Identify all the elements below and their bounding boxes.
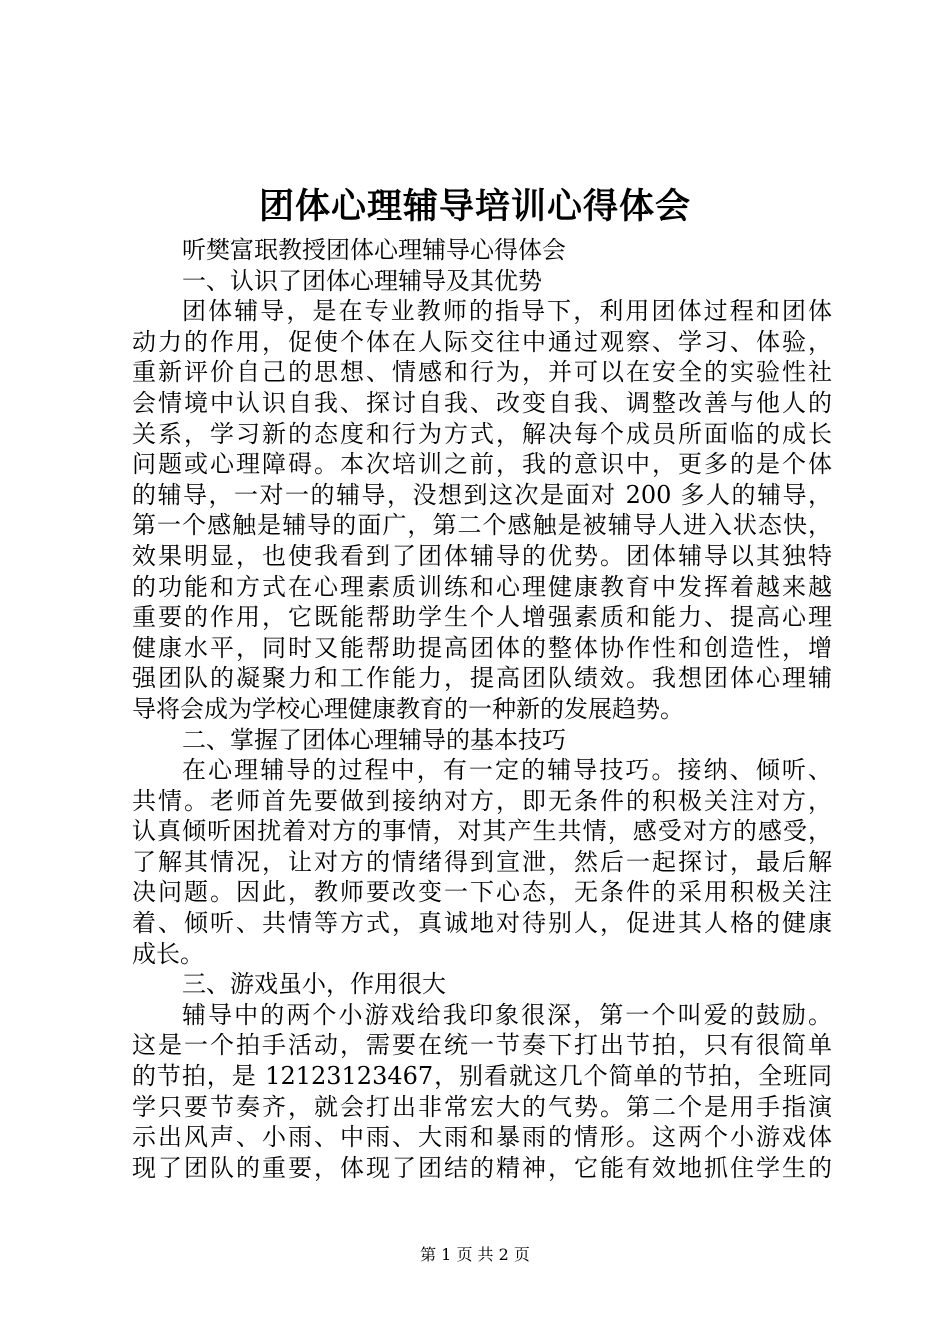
text-line: 问题或心理障碍。本次培训之前，我的意识中，更多的是个体 [132, 450, 832, 479]
text-line: 成长。 [132, 939, 204, 968]
text-line: 现了团队的重要，体现了团结的精神，它能有效地抓住学生的 [132, 1153, 832, 1182]
text-line: 关系，学习新的态度和行为方式，解决每个成员所面临的成长 [132, 419, 832, 448]
text-line: 的功能和方式在心理素质训练和心理健康教育中发挥着越来越 [132, 572, 832, 601]
document-body [132, 235, 832, 1183]
text-line: 团体辅导，是在专业教师的指导下，利用团体过程和团体 [182, 297, 832, 326]
text-line: 第一个感触是辅导的面广，第二个感触是被辅导人进入状态快， [132, 511, 832, 540]
text-line: 决问题。因此，教师要改变一下心态，无条件的采用积极关注 [132, 878, 832, 907]
text-line: 健康水平，同时又能帮助提高团体的整体协作性和创造性，增 [132, 633, 832, 662]
text-line: 这是一个拍手活动，需要在统一节奏下打出节拍，只有很简单 [132, 1031, 832, 1060]
document-title: 团体心理辅导培训心得体会 [258, 186, 691, 227]
text-line: 三、游戏虽小，作用很大 [182, 970, 446, 999]
text-line: 共情。老师首先要做到接纳对方，即无条件的积极关注对方， [132, 786, 832, 815]
text-line: 重新评价自己的思想、情感和行为，并可以在安全的实验性社 [132, 358, 832, 387]
text-line: 听樊富珉教授团体心理辅导心得体会 [182, 236, 566, 264]
text-line: 在心理辅导的过程中，有一定的辅导技巧。接纳、倾听、 [182, 756, 832, 785]
text-line: 会情境中认识自我、探讨自我、改变自我、调整改善与他人的 [132, 388, 832, 417]
text-line: 着、倾听、共情等方式，真诚地对待别人，促进其人格的健康 [132, 909, 832, 938]
text-line: 示出风声、小雨、中雨、大雨和暴雨的情形。这两个小游戏体 [132, 1123, 832, 1152]
text-line: 二、掌握了团体心理辅导的基本技巧 [182, 725, 566, 754]
text-line: 导将会成为学校心理健康教育的一种新的发展趋势。 [132, 694, 684, 723]
text-line: 一、认识了团体心理辅导及其优势 [182, 266, 542, 295]
text-line: 认真倾听困扰着对方的事情，对其产生共情，感受对方的感受， [132, 817, 832, 846]
text-line: 学只要节奏齐，就会打出非常宏大的气势。第二个是用手指演 [132, 1092, 832, 1121]
text-line: 强团队的凝聚力和工作能力，提高团队绩效。我想团体心理辅 [132, 664, 832, 693]
text-line: 动力的作用，促使个体在人际交往中通过观察、学习、体验， [132, 327, 832, 356]
text-line: 的节拍，是 12123123467，别看就这几个简单的节拍，全班同 [132, 1062, 832, 1091]
text-line: 的辅导，一对一的辅导，没想到这次是面对 200 多人的辅导， [132, 480, 832, 509]
text-line: 重要的作用，它既能帮助学生个人增强素质和能力、提高心理 [132, 603, 832, 632]
text-line: 效果明显，也使我看到了团体辅导的优势。团体辅导以其独特 [132, 541, 832, 570]
text-line: 了解其情况，让对方的情绪得到宣泄，然后一起探讨，最后解 [132, 847, 832, 876]
page-footer: 第 1 页 共 2 页 [420, 1245, 530, 1264]
text-line: 辅导中的两个小游戏给我印象很深，第一个叫爱的鼓励。 [182, 1000, 832, 1029]
